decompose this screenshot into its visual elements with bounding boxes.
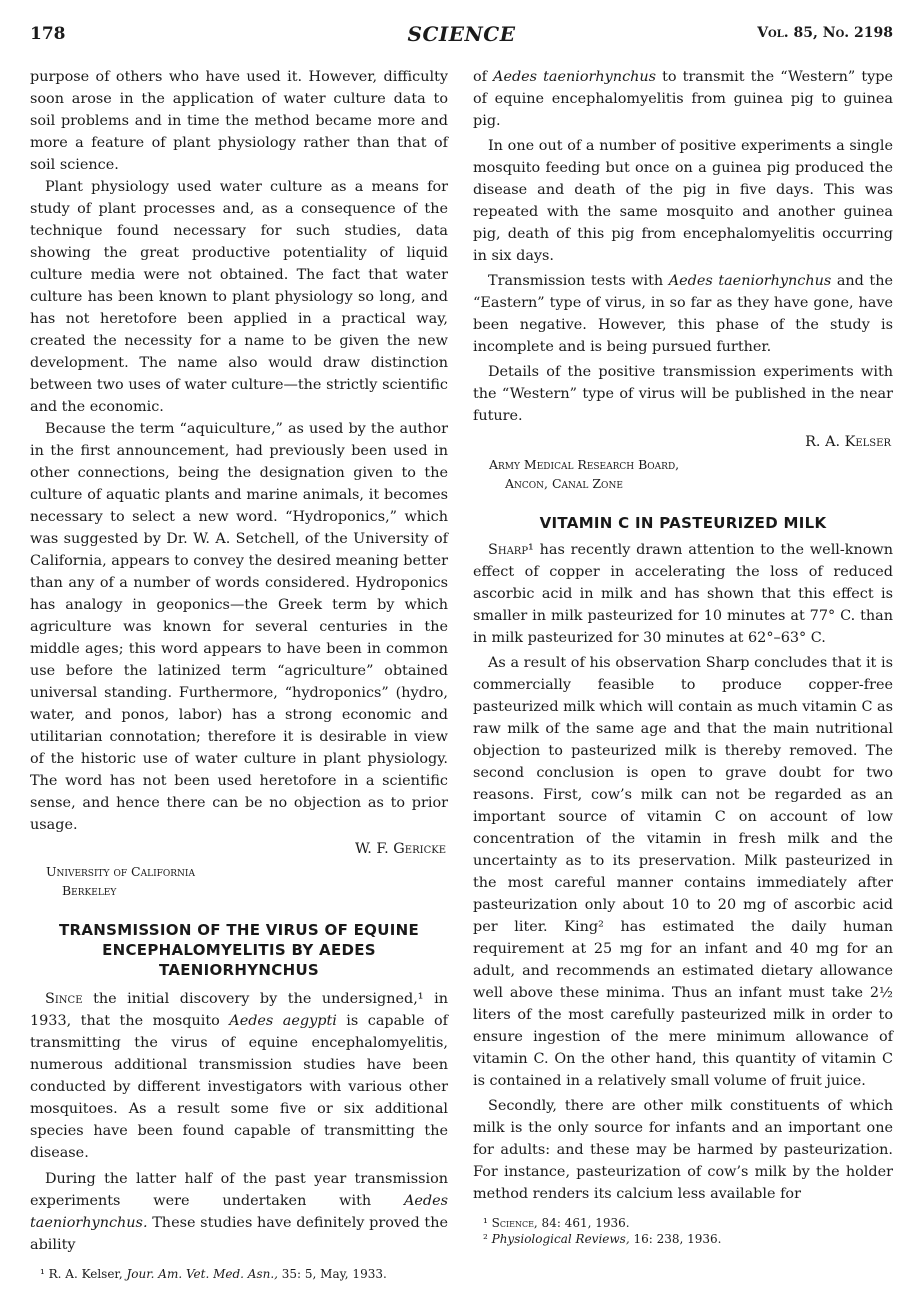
species-name: Aedes aegypti	[229, 1013, 337, 1029]
volume-info: Vol. 85, No. 2198	[757, 25, 893, 41]
article-title: VITAMIN C IN PASTEURIZED MILK	[539, 514, 827, 532]
author-signature: R. A. Kelser	[805, 434, 891, 450]
paragraph: Plant physiology used water culture as a means for study of plant processes and, as a consequence of the technique found necessary for such studies, data showing the great productive potentiality of liquid culture media were not obtained. The fact that water culture has been known to plant physiology so long, and has not heretofore been applied in a practical way, created the necessity for a name to be given the new development. The name also would draw distinction between two uses of water culture—the strictly scientific and the economic.	[30, 179, 448, 415]
paragraph: Secondly, there are other milk constituents of which milk is the only source for infants and an important one for adults: and these may be harmed by pasteurization. For instance, pasteurization of cow’s milk by the holder method renders its calcium less available for	[473, 1098, 893, 1202]
text-run: the initial discovery by the undersigned,¹ in 1933, that the mosquito	[30, 991, 448, 1029]
paragraph: In one out of a number of positive experiments a single mosquito feeding but once on a guinea pig produced the disease and death of the pig in five days. This was repeated with the same mosquito and another guinea pig, death of this pig from encephalomyelitis occurring in six days.	[473, 138, 893, 264]
text-run: 35: 5, May, 1933.	[277, 1267, 387, 1281]
paragraph: As a result of his observation Sharp concludes that it is commercially feasible to produce copper-free pasteurized milk which will contain as much vitamin C as raw milk of the same age and that the main nutritional objection to pasteurized milk is thereby removed. The second conclusion is open to grave doubt for two reasons. First, cow’s milk can not be regarded as an important source of vitamin C on account of low concentration of the vitamin in fresh milk and the uncertainty as to its preservation. Milk pasteurized in the most careful manner contains immediately after pasteurization only about 10 to 20 mg of ascorbic acid per liter. King² has estimated the daily human requirement at 25 mg for an infant and 40 mg for an adult, and recommends an estimated dietary allowance well above these minima. Thus an infant must take 2½ liters of the most carefully pasteurized milk in order to ensure ingestion of the mere minimum allowance of vitamin C. On the other hand, this quantity of vitamin C is contained in a relatively small volume of fruit juice.	[473, 655, 893, 1089]
text-run: has recently drawn attention to the well-known effect of copper in accelerating the loss of reduced ascorbic acid in milk and has shown that this effect is smaller in milk pasteurized for 10 minutes at 77° C. than in milk pasteurized for 30 minutes at 62°–63° C.	[473, 542, 893, 646]
page-number: 178	[30, 24, 66, 44]
text-run: 16: 238, 1936.	[629, 1232, 722, 1246]
paragraph	[30, 988, 448, 1164]
text-run: ¹ Science, 84: 461, 1936.	[483, 1216, 630, 1230]
text-run: of	[473, 69, 494, 85]
affiliation-line: Army Medical Research Board,	[489, 457, 680, 472]
text-run: to transmit the “Western” type of equine encephalomyelitis from guinea pig to guinea pig.	[473, 69, 893, 129]
paragraph	[473, 66, 893, 132]
paragraph	[473, 270, 893, 358]
text-run: ²	[483, 1232, 492, 1246]
footnote	[473, 1215, 893, 1231]
text-run: is capable of transmitting the virus of equine encephalomyelitis, numerous additional transmission studies have been conducted by different investigators with various other mosquitoes. As a result some five or six additional species have been found capable of transmitting the disease.	[30, 1013, 448, 1161]
text-run: ¹ R. A. Kelser,	[40, 1267, 127, 1281]
text-run: and the “Eastern” type of virus, in so far as they have gone, have been negative. However, this phase of the study is incomplete and is being pursued further.	[473, 273, 893, 355]
page-header	[30, 22, 893, 52]
paragraph: purpose of others who have used it. However, difficulty soon arose in the application of water culture data to soil problems and in time the method became more and more a feature of plant physiology rather than that of soil science.	[30, 69, 448, 173]
affiliation-line: University of California	[46, 864, 195, 879]
author-affiliation	[489, 455, 893, 493]
lead-word: Since	[45, 991, 83, 1007]
text-run: These studies have definitely proved the ability	[30, 1215, 448, 1253]
species-name: Aedes taeniorhynchus	[668, 273, 832, 289]
journal-title: SCIENCE	[407, 22, 516, 46]
affiliation-line: Berkeley	[62, 883, 117, 898]
footnote	[30, 1266, 448, 1282]
species-name: Aedes taeniorhynchus.	[30, 1193, 448, 1231]
journal-name: Physiological Reviews,	[491, 1232, 630, 1246]
lead-word: Sharp¹	[488, 542, 534, 558]
affiliation-line: Ancon, Canal Zone	[505, 476, 623, 491]
paragraph: Details of the positive transmission experiments with the “Western” type of virus will be published in the near future.	[473, 364, 893, 424]
author-signature: W. F. Gericke	[354, 841, 446, 857]
left-column	[30, 66, 448, 1282]
footnote	[473, 1231, 893, 1247]
paragraph	[30, 1168, 448, 1256]
right-column	[473, 66, 893, 1247]
author-affiliation	[46, 862, 448, 900]
journal-name: Jour. Am. Vet. Med. Asn.,	[126, 1267, 278, 1281]
text-run: Transmission tests with	[488, 273, 669, 289]
paragraph: Because the term “aquiculture,” as used by the author in the first announcement, had previously been used in other connections, being the designation given to the culture of aquatic plants and marine animals, it becomes necessary to select a new word. “Hydroponics,” which was suggested by Dr. W. A. Setchell, of the University of California, appears to convey the desired meaning better than any of a number of words considered. Hydroponics has analogy in geoponics—the Greek term by which agriculture was known for several centuries in the middle ages; this word appears to have been in common use before the latinized term “agriculture” obtained universal standing. Furthermore, “hydroponics” (hydro, water, and ponos, labor) has a strong economic and utilitarian connotation; therefore it is desirable in view of the historic use of water culture in plant physiology. The word has not been used heretofore in a scientific sense, and hence there can be no objection as to prior usage.	[30, 421, 448, 833]
article-title: TRANSMISSION OF THE VIRUS OF EQUINE ENCEPHALOMYELITIS BY AEDES TAENIORHYNCHUS	[59, 921, 419, 979]
species-name: Aedes taeniorhynchus	[493, 69, 657, 85]
text-run: During the latter half of the past year transmission experiments were undertaken with	[30, 1171, 448, 1209]
paragraph	[473, 539, 893, 649]
